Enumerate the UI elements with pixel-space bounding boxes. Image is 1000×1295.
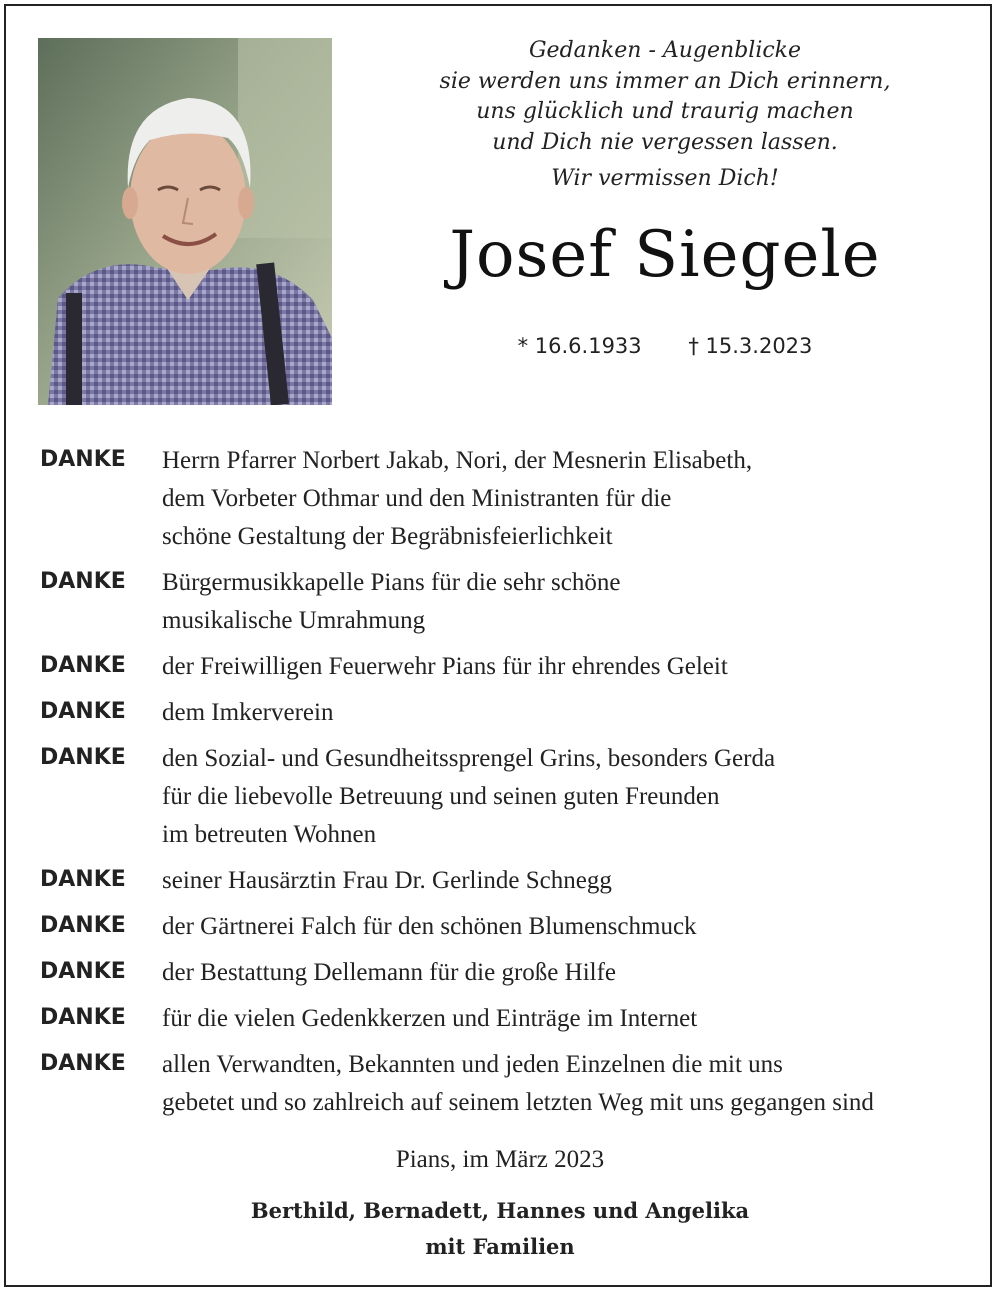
thanks-text: den Sozial- und Gesundheitssprengel Grins, besonders Gerda	[162, 745, 776, 772]
thanks-text: der Bestattung Dellemann für die große Hilfe	[162, 959, 617, 986]
thanks-item	[40, 954, 960, 992]
signature-names: Berthild, Bernadett, Hannes und Angelika	[250, 1198, 750, 1223]
memorial-poem	[400, 36, 930, 195]
thanks-text: seiner Hausärztin Frau Dr. Gerlinde Schnegg	[162, 867, 612, 894]
thanks-item	[40, 648, 960, 686]
thanks-label: DANKE	[40, 867, 126, 892]
thanks-text: Bürgermusikkapelle Pians für die sehr schöne	[162, 569, 621, 596]
thanks-label: DANKE	[40, 699, 126, 724]
thanks-text: dem Vorbeter Othmar und den Ministranten für die	[162, 485, 672, 512]
birth-date: * 16.6.1933	[517, 334, 642, 358]
thanks-label: DANKE	[40, 913, 126, 938]
thanks-list	[40, 442, 960, 1130]
thanks-text: der Freiwilligen Feuerwehr Pians für ihr ehrendes Geleit	[162, 653, 728, 680]
thanks-text: für die liebevolle Betreuung und seinen guten Freunden	[162, 783, 720, 810]
thanks-label: DANKE	[40, 1005, 126, 1030]
thanks-text: allen Verwandten, Bekannten und jeden Einzelnen die mit uns	[162, 1051, 783, 1078]
thanks-item	[40, 908, 960, 946]
thanks-label: DANKE	[40, 653, 126, 678]
thanks-label: DANKE	[40, 447, 126, 472]
thanks-text: musikalische Umrahmung	[162, 607, 426, 634]
thanks-text: gebetet und so zahlreich auf seinem letzten Weg mit uns gegangen sind	[162, 1089, 874, 1116]
poem-closing: Wir vermissen Dich!	[551, 166, 779, 191]
thanks-item	[40, 740, 960, 854]
thanks-text: dem Imkerverein	[162, 699, 334, 726]
thanks-item	[40, 442, 960, 556]
thanks-label: DANKE	[40, 569, 126, 594]
deceased-name: Josef Siegele	[449, 218, 881, 292]
portrait-photo	[38, 38, 332, 405]
thanks-text: im betreuten Wohnen	[162, 821, 377, 848]
place-date: Pians, im März 2023	[395, 1146, 605, 1173]
thanks-item	[40, 862, 960, 900]
thanks-item	[40, 1000, 960, 1038]
thanks-text: für die vielen Gedenkkerzen und Einträge im Internet	[162, 1005, 698, 1032]
signature	[0, 1193, 1000, 1265]
poem-line: uns glücklich und traurig machen	[476, 99, 854, 124]
poem-line: Gedanken - Augenblicke	[528, 38, 802, 63]
thanks-text: der Gärtnerei Falch für den schönen Blumenschmuck	[162, 913, 697, 940]
life-dates	[400, 334, 930, 358]
poem-line: sie werden uns immer an Dich erinnern,	[439, 68, 891, 94]
thanks-item	[40, 1046, 960, 1122]
signature-families: mit Familien	[425, 1234, 575, 1259]
thanks-item	[40, 694, 960, 732]
thanks-label: DANKE	[40, 959, 126, 984]
poem-line: und Dich nie vergessen lassen.	[492, 129, 838, 155]
death-date: † 15.3.2023	[688, 334, 813, 358]
thanks-item	[40, 564, 960, 640]
thanks-text: Herrn Pfarrer Norbert Jakab, Nori, der Mesnerin Elisabeth,	[162, 447, 753, 474]
thanks-text: schöne Gestaltung der Begräbnisfeierlichkeit	[162, 523, 613, 550]
thanks-label: DANKE	[40, 1051, 126, 1076]
thanks-label: DANKE	[40, 745, 126, 770]
